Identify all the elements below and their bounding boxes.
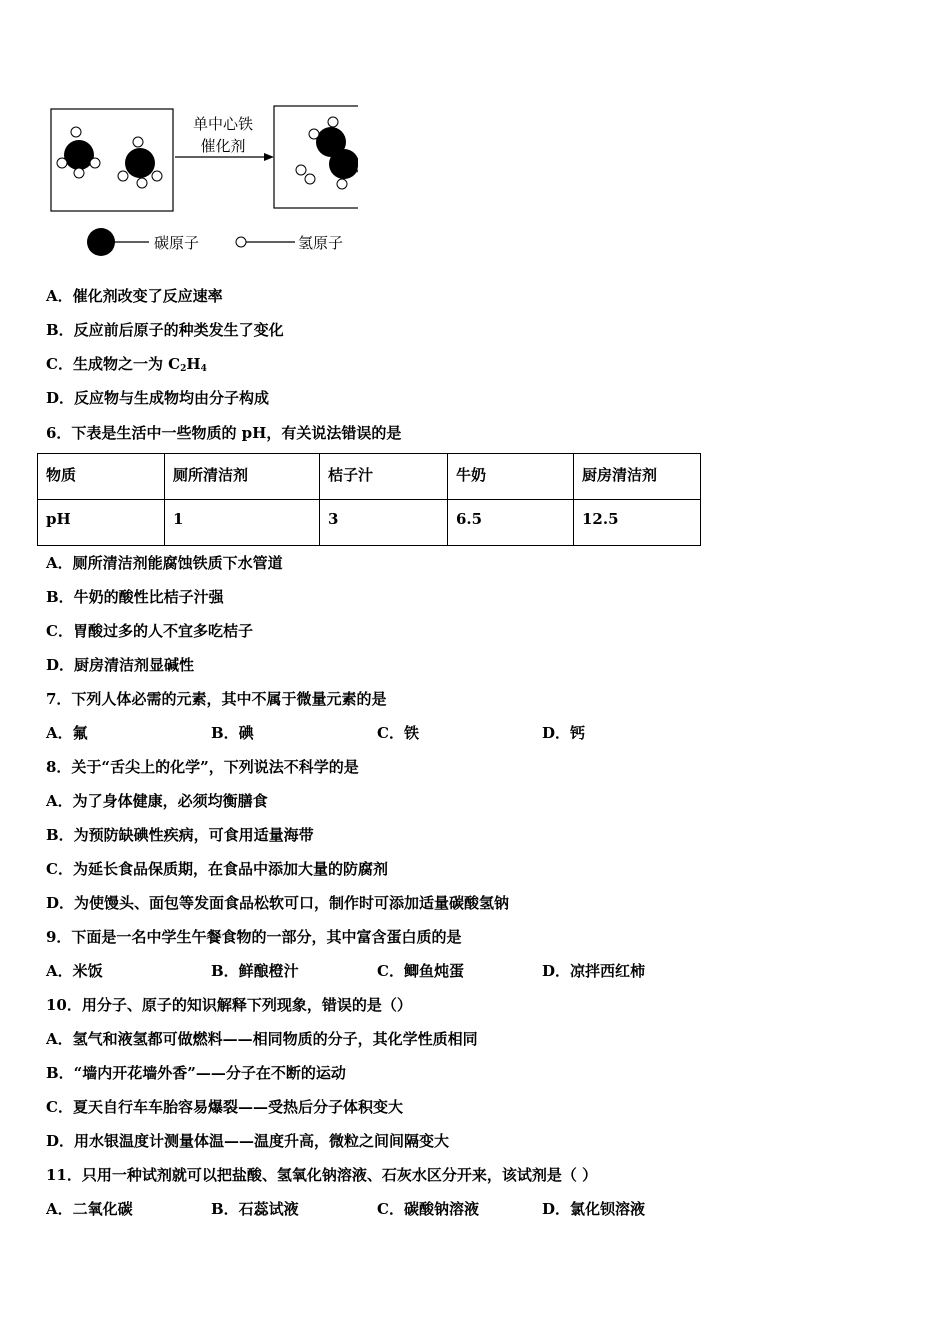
q6-option-d: D．厨房清洁剂显碱性 <box>46 656 195 674</box>
ph-table <box>37 453 701 546</box>
table-row <box>38 500 701 546</box>
q9-option-b: B．鲜酿橙汁 <box>211 962 299 980</box>
q7-option-d: D．钙 <box>542 724 586 742</box>
product-molecule-ethylene <box>309 117 358 189</box>
legend-hydrogen-label: 氢原子 <box>298 234 344 252</box>
q7-option-a: A．氟 <box>46 724 88 742</box>
table-cell: 1 <box>165 500 320 546</box>
table-cell: pH <box>38 500 165 546</box>
table-cell: 牛奶 <box>448 454 574 500</box>
table-cell: 12.5 <box>574 500 701 546</box>
table-cell: 桔子汁 <box>320 454 448 500</box>
q9-stem: 9．下面是一名中学生午餐食物的一部分，其中富含蛋白质的是 <box>46 928 462 946</box>
reaction-diagram <box>48 100 358 260</box>
table-header-row <box>38 454 701 500</box>
q10-option-b: B．“墙内开花墙外香”——分子在不断的运动 <box>46 1064 346 1082</box>
q7-stem: 7．下列人体必需的元素，其中不属于微量元素的是 <box>46 690 387 708</box>
q6-option-b: B．牛奶的酸性比桔子汁强 <box>46 588 224 606</box>
q5-option-c-text: C．生成物之一为 C <box>46 355 181 373</box>
formula-h: H <box>186 355 201 373</box>
legend-hydrogen <box>236 234 343 252</box>
q11-option-b: B．石蕊试液 <box>211 1200 299 1218</box>
q11-stem: 11．只用一种试剂就可以把盐酸、氢氧化钠溶液、石灰水区分开来，该试剂是（ ） <box>46 1166 598 1184</box>
table-cell: 3 <box>320 500 448 546</box>
legend-carbon <box>87 228 199 256</box>
q9-option-a: A．米饭 <box>46 962 103 980</box>
q7-option-b: B．碘 <box>211 724 254 742</box>
q8-option-c: C．为延长食品保质期，在食品中添加大量的防腐剂 <box>46 860 388 878</box>
q6-option-c: C．胃酸过多的人不宜多吃桔子 <box>46 622 253 640</box>
q10-option-c: C．夏天自行车车胎容易爆裂——受热后分子体积变大 <box>46 1098 403 1116</box>
table-cell: 厕所清洁剂 <box>165 454 320 500</box>
q9-option-d: D．凉拌西红柿 <box>542 962 646 980</box>
q6-stem: 6．下表是生活中一些物质的 pH，有关说法错误的是 <box>46 424 402 442</box>
q6-option-a: A．厕所清洁剂能腐蚀铁质下水管道 <box>46 554 283 572</box>
catalyst-label-line2: 催化剂 <box>200 137 246 155</box>
q8-option-b: B．为预防缺碘性疾病，可食用适量海带 <box>46 826 314 844</box>
q5-option-a: A．催化剂改变了反应速率 <box>46 287 223 305</box>
q11-option-d: D．氯化钡溶液 <box>542 1200 646 1218</box>
q5-option-b: B．反应前后原子的种类发生了变化 <box>46 321 284 339</box>
q11-option-c: C．碳酸钠溶液 <box>377 1200 479 1218</box>
formula-sub-4: 4 <box>200 364 207 374</box>
formula-sub-2: 2 <box>180 364 187 374</box>
q8-option-a: A．为了身体健康，必须均衡膳食 <box>46 792 268 810</box>
product-molecule-h2-b <box>296 165 315 184</box>
q5-option-c <box>46 354 207 374</box>
q8-option-d: D．为使馒头、面包等发面食品松软可口，制作时可添加适量碳酸氢钠 <box>46 894 510 912</box>
q10-option-d: D．用水银温度计测量体温——温度升高，微粒之间间隔变大 <box>46 1132 450 1150</box>
q5-option-d: D．反应物与生成物均由分子构成 <box>46 389 270 407</box>
legend-carbon-label: 碳原子 <box>154 234 200 252</box>
table-cell: 厨房清洁剂 <box>574 454 701 500</box>
reactant-molecule-1 <box>57 127 100 178</box>
table-cell: 6.5 <box>448 500 574 546</box>
q10-stem: 10．用分子、原子的知识解释下列现象，错误的是（） <box>46 996 412 1014</box>
q7-option-c: C．铁 <box>377 724 419 742</box>
table-cell: 物质 <box>38 454 165 500</box>
q8-stem: 8．关于“舌尖上的化学”，下列说法不科学的是 <box>46 758 359 776</box>
reactant-molecule-2 <box>118 137 162 188</box>
catalyst-label-line1: 单中心铁 <box>192 115 254 133</box>
q9-option-c: C．鲫鱼炖蛋 <box>377 962 464 980</box>
q11-option-a: A．二氧化碳 <box>46 1200 133 1218</box>
q10-option-a: A．氢气和液氢都可做燃料——相同物质的分子，其化学性质相同 <box>46 1030 478 1048</box>
